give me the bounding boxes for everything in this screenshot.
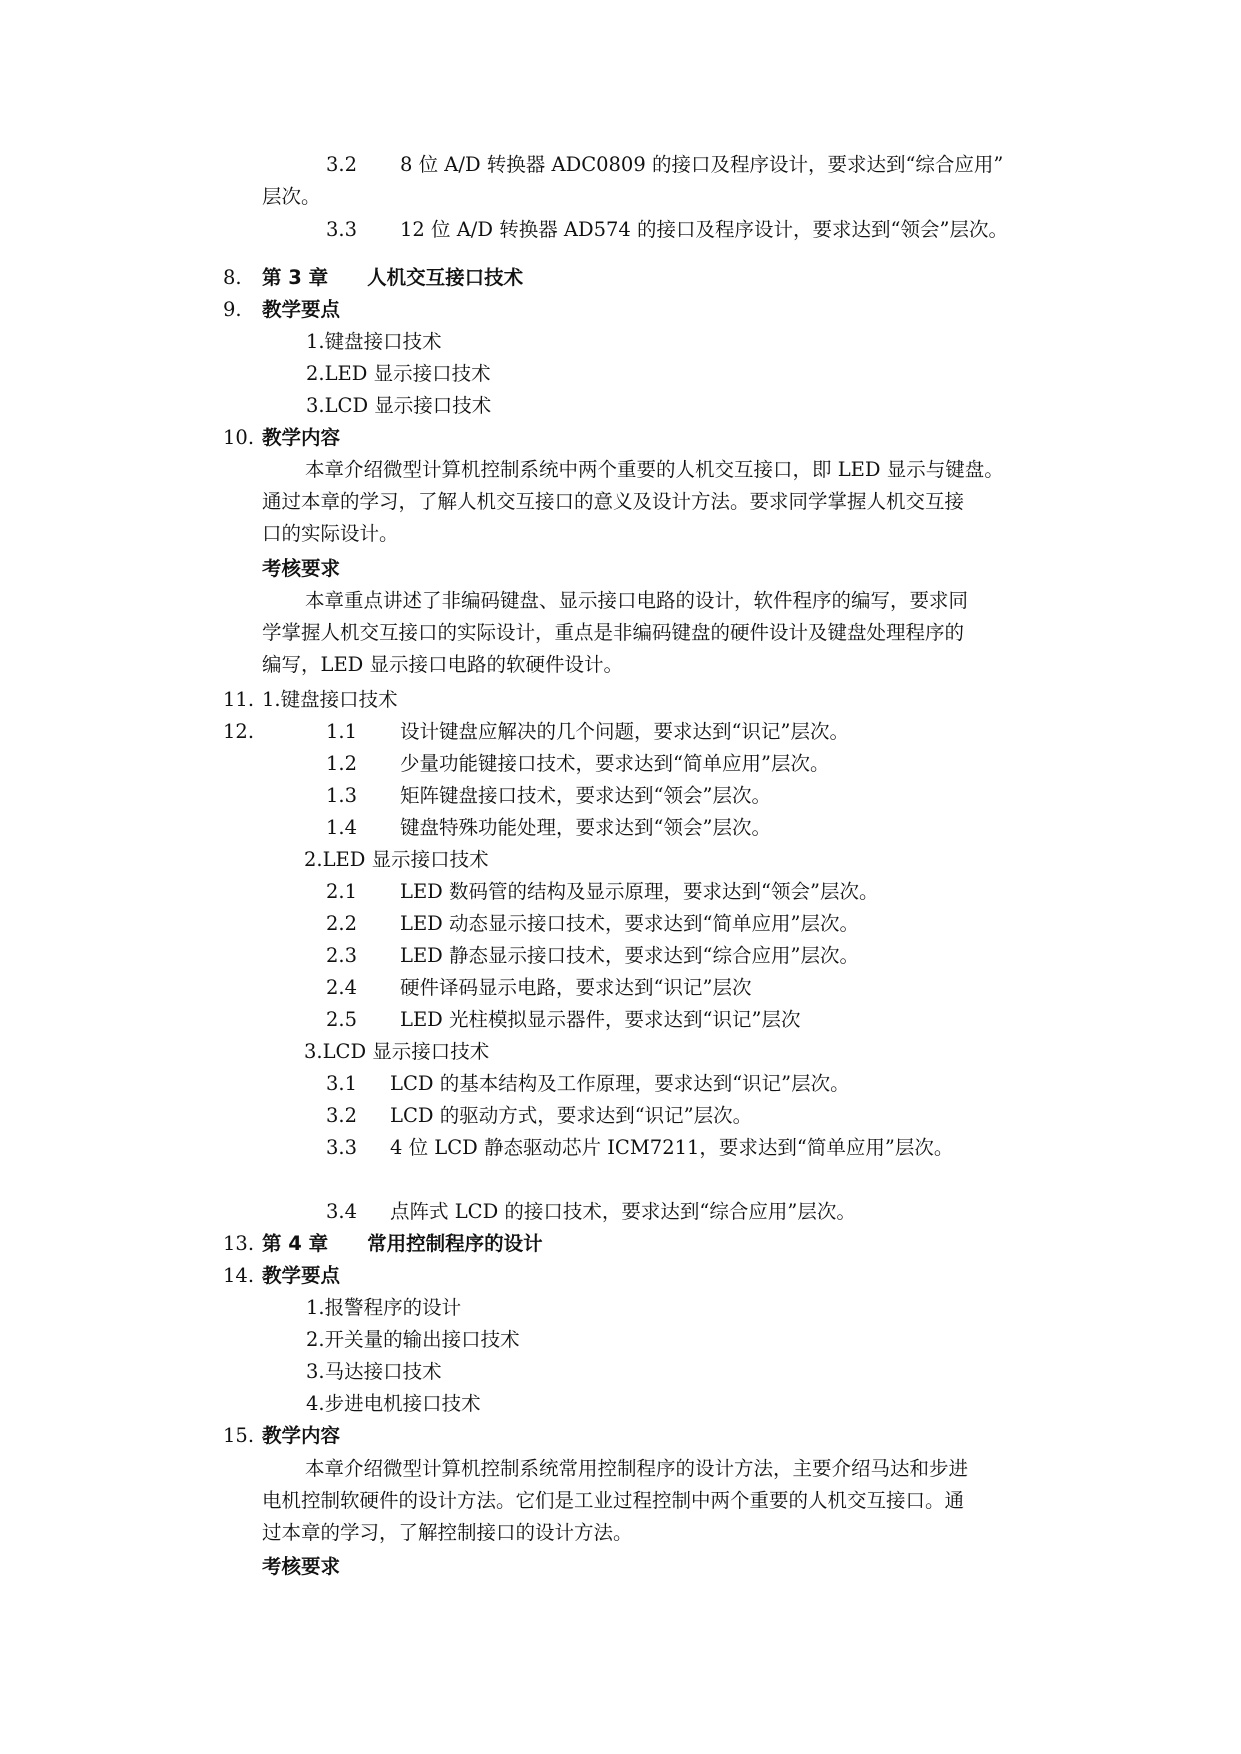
paragraph-line: 本章介绍微型计算机控制系统中两个重要的人机交互接口，即 LED 显示与键盘。 bbox=[305, 458, 1004, 481]
item-text: 点阵式 LCD 的接口技术，要求达到“综合应用”层次。 bbox=[390, 1200, 856, 1223]
item-code: 3.1 bbox=[326, 1072, 358, 1095]
item-text: 少量功能键接口技术，要求达到“简单应用”层次。 bbox=[400, 752, 830, 775]
item-text: LED 数码管的结构及显示原理，要求达到“领会”层次。 bbox=[400, 880, 879, 903]
sub-item bbox=[326, 718, 849, 746]
section-3-2 bbox=[326, 151, 1003, 179]
paragraph-line: 过本章的学习，了解控制接口的设计方法。 bbox=[262, 1521, 633, 1544]
list-number: 12. bbox=[223, 720, 255, 743]
item-code: 1.3 bbox=[326, 784, 358, 807]
sub-item bbox=[326, 942, 859, 970]
list-number: 10. bbox=[223, 426, 255, 449]
exam-requirements-paragraph bbox=[262, 585, 1062, 681]
item-text: 硬件译码显示电路，要求达到“识记”层次 bbox=[400, 976, 752, 999]
sub-item bbox=[326, 1134, 953, 1162]
item-text: LED 静态显示接口技术，要求达到“综合应用”层次。 bbox=[400, 944, 859, 967]
section-3-3 bbox=[326, 216, 1008, 244]
sub-item bbox=[326, 878, 878, 906]
item-text: 12 位 A/D 转换器 AD574 的接口及程序设计，要求达到“领会”层次。 bbox=[400, 218, 1008, 241]
item-code: 3.2 bbox=[326, 1104, 358, 1127]
sub-item bbox=[326, 782, 771, 810]
teaching-point: 2.开关量的输出接口技术 bbox=[306, 1328, 520, 1351]
item-code: 3.4 bbox=[326, 1200, 358, 1223]
list-number: 11. bbox=[223, 688, 255, 711]
item-text: 键盘特殊功能处理，要求达到“领会”层次。 bbox=[400, 816, 771, 839]
sub-item bbox=[326, 1006, 800, 1034]
item-code: 2.4 bbox=[326, 976, 358, 999]
section-title: 1.键盘接口技术 bbox=[262, 688, 398, 711]
item-code: 3.3 bbox=[326, 218, 358, 241]
teaching-point: 3.马达接口技术 bbox=[306, 1360, 442, 1383]
sub-item bbox=[326, 1102, 752, 1130]
item-code: 2.5 bbox=[326, 1008, 358, 1031]
section-title: 2.LED 显示接口技术 bbox=[304, 848, 489, 871]
paragraph-line: 学掌握人机交互接口的实际设计，重点是非编码键盘的硬件设计及键盘处理程序的 bbox=[262, 621, 965, 644]
item-text: LED 光柱模拟显示器件，要求达到“识记”层次 bbox=[400, 1008, 801, 1031]
chapter-4-title: 第 4 章 常用控制程序的设计 bbox=[262, 1232, 543, 1255]
section-title: 3.LCD 显示接口技术 bbox=[304, 1040, 490, 1063]
teaching-point: 1.键盘接口技术 bbox=[306, 330, 442, 353]
item-text: LED 动态显示接口技术，要求达到“简单应用”层次。 bbox=[400, 912, 859, 935]
item-code: 1.4 bbox=[326, 816, 358, 839]
teaching-content-heading: 教学内容 bbox=[262, 1424, 341, 1447]
list-number: 9. bbox=[223, 298, 242, 321]
item-text: LCD 的基本结构及工作原理，要求达到“识记”层次。 bbox=[390, 1072, 850, 1095]
item-code: 1.2 bbox=[326, 752, 358, 775]
item-text: 8 位 A/D 转换器 ADC0809 的接口及程序设计，要求达到“综合应用” bbox=[400, 153, 1004, 176]
paragraph-line: 通过本章的学习，了解人机交互接口的意义及设计方法。要求同学掌握人机交互接 bbox=[262, 490, 965, 513]
item-code: 3.3 bbox=[326, 1136, 358, 1159]
sub-item bbox=[326, 750, 829, 778]
sub-item bbox=[326, 1198, 856, 1226]
paragraph-line: 本章重点讲述了非编码键盘、显示接口电路的设计，软件程序的编写，要求同 bbox=[305, 589, 969, 612]
teaching-point: 4.步进电机接口技术 bbox=[306, 1392, 481, 1415]
item-text: 矩阵键盘接口技术，要求达到“领会”层次。 bbox=[400, 784, 771, 807]
paragraph-line: 口的实际设计。 bbox=[262, 522, 399, 545]
item-code: 2.1 bbox=[326, 880, 358, 903]
chapter-3-title: 第 3 章 人机交互接口技术 bbox=[262, 266, 524, 289]
sub-item bbox=[326, 814, 771, 842]
list-number: 8. bbox=[223, 266, 242, 289]
list-number: 15. bbox=[223, 1424, 255, 1447]
paragraph-line: 本章介绍微型计算机控制系统常用控制程序的设计方法，主要介绍马达和步进 bbox=[305, 1457, 969, 1480]
list-number: 14. bbox=[223, 1264, 255, 1287]
exam-requirements-heading: 考核要求 bbox=[262, 1555, 341, 1578]
teaching-point: 2.LED 显示接口技术 bbox=[306, 362, 491, 385]
teaching-content-paragraph bbox=[262, 454, 1062, 550]
teaching-content-paragraph bbox=[262, 1453, 1062, 1549]
paragraph-line: 电机控制软硬件的设计方法。它们是工业过程控制中两个重要的人机交互接口。通 bbox=[262, 1489, 965, 1512]
teaching-point: 3.LCD 显示接口技术 bbox=[306, 394, 492, 417]
section-3-2-continued: 层次。 bbox=[262, 185, 321, 208]
teaching-content-heading: 教学内容 bbox=[262, 426, 341, 449]
list-number: 13. bbox=[223, 1232, 255, 1255]
item-code: 2.3 bbox=[326, 944, 358, 967]
item-code: 3.2 bbox=[326, 153, 358, 176]
item-text: 设计键盘应解决的几个问题，要求达到“识记”层次。 bbox=[400, 720, 849, 743]
item-code: 1.1 bbox=[326, 720, 358, 743]
item-text: 4 位 LCD 静态驱动芯片 ICM7211，要求达到“简单应用”层次。 bbox=[390, 1136, 954, 1159]
item-code: 2.2 bbox=[326, 912, 358, 935]
paragraph-line: 编写，LED 显示接口电路的软硬件设计。 bbox=[262, 653, 624, 676]
teaching-points-heading: 教学要点 bbox=[262, 1264, 341, 1287]
sub-item bbox=[326, 910, 859, 938]
sub-item bbox=[326, 974, 751, 1002]
sub-item bbox=[326, 1070, 850, 1098]
item-text: LCD 的驱动方式，要求达到“识记”层次。 bbox=[390, 1104, 753, 1127]
exam-requirements-heading: 考核要求 bbox=[262, 557, 341, 580]
teaching-points-heading: 教学要点 bbox=[262, 298, 341, 321]
teaching-point: 1.报警程序的设计 bbox=[306, 1296, 462, 1319]
